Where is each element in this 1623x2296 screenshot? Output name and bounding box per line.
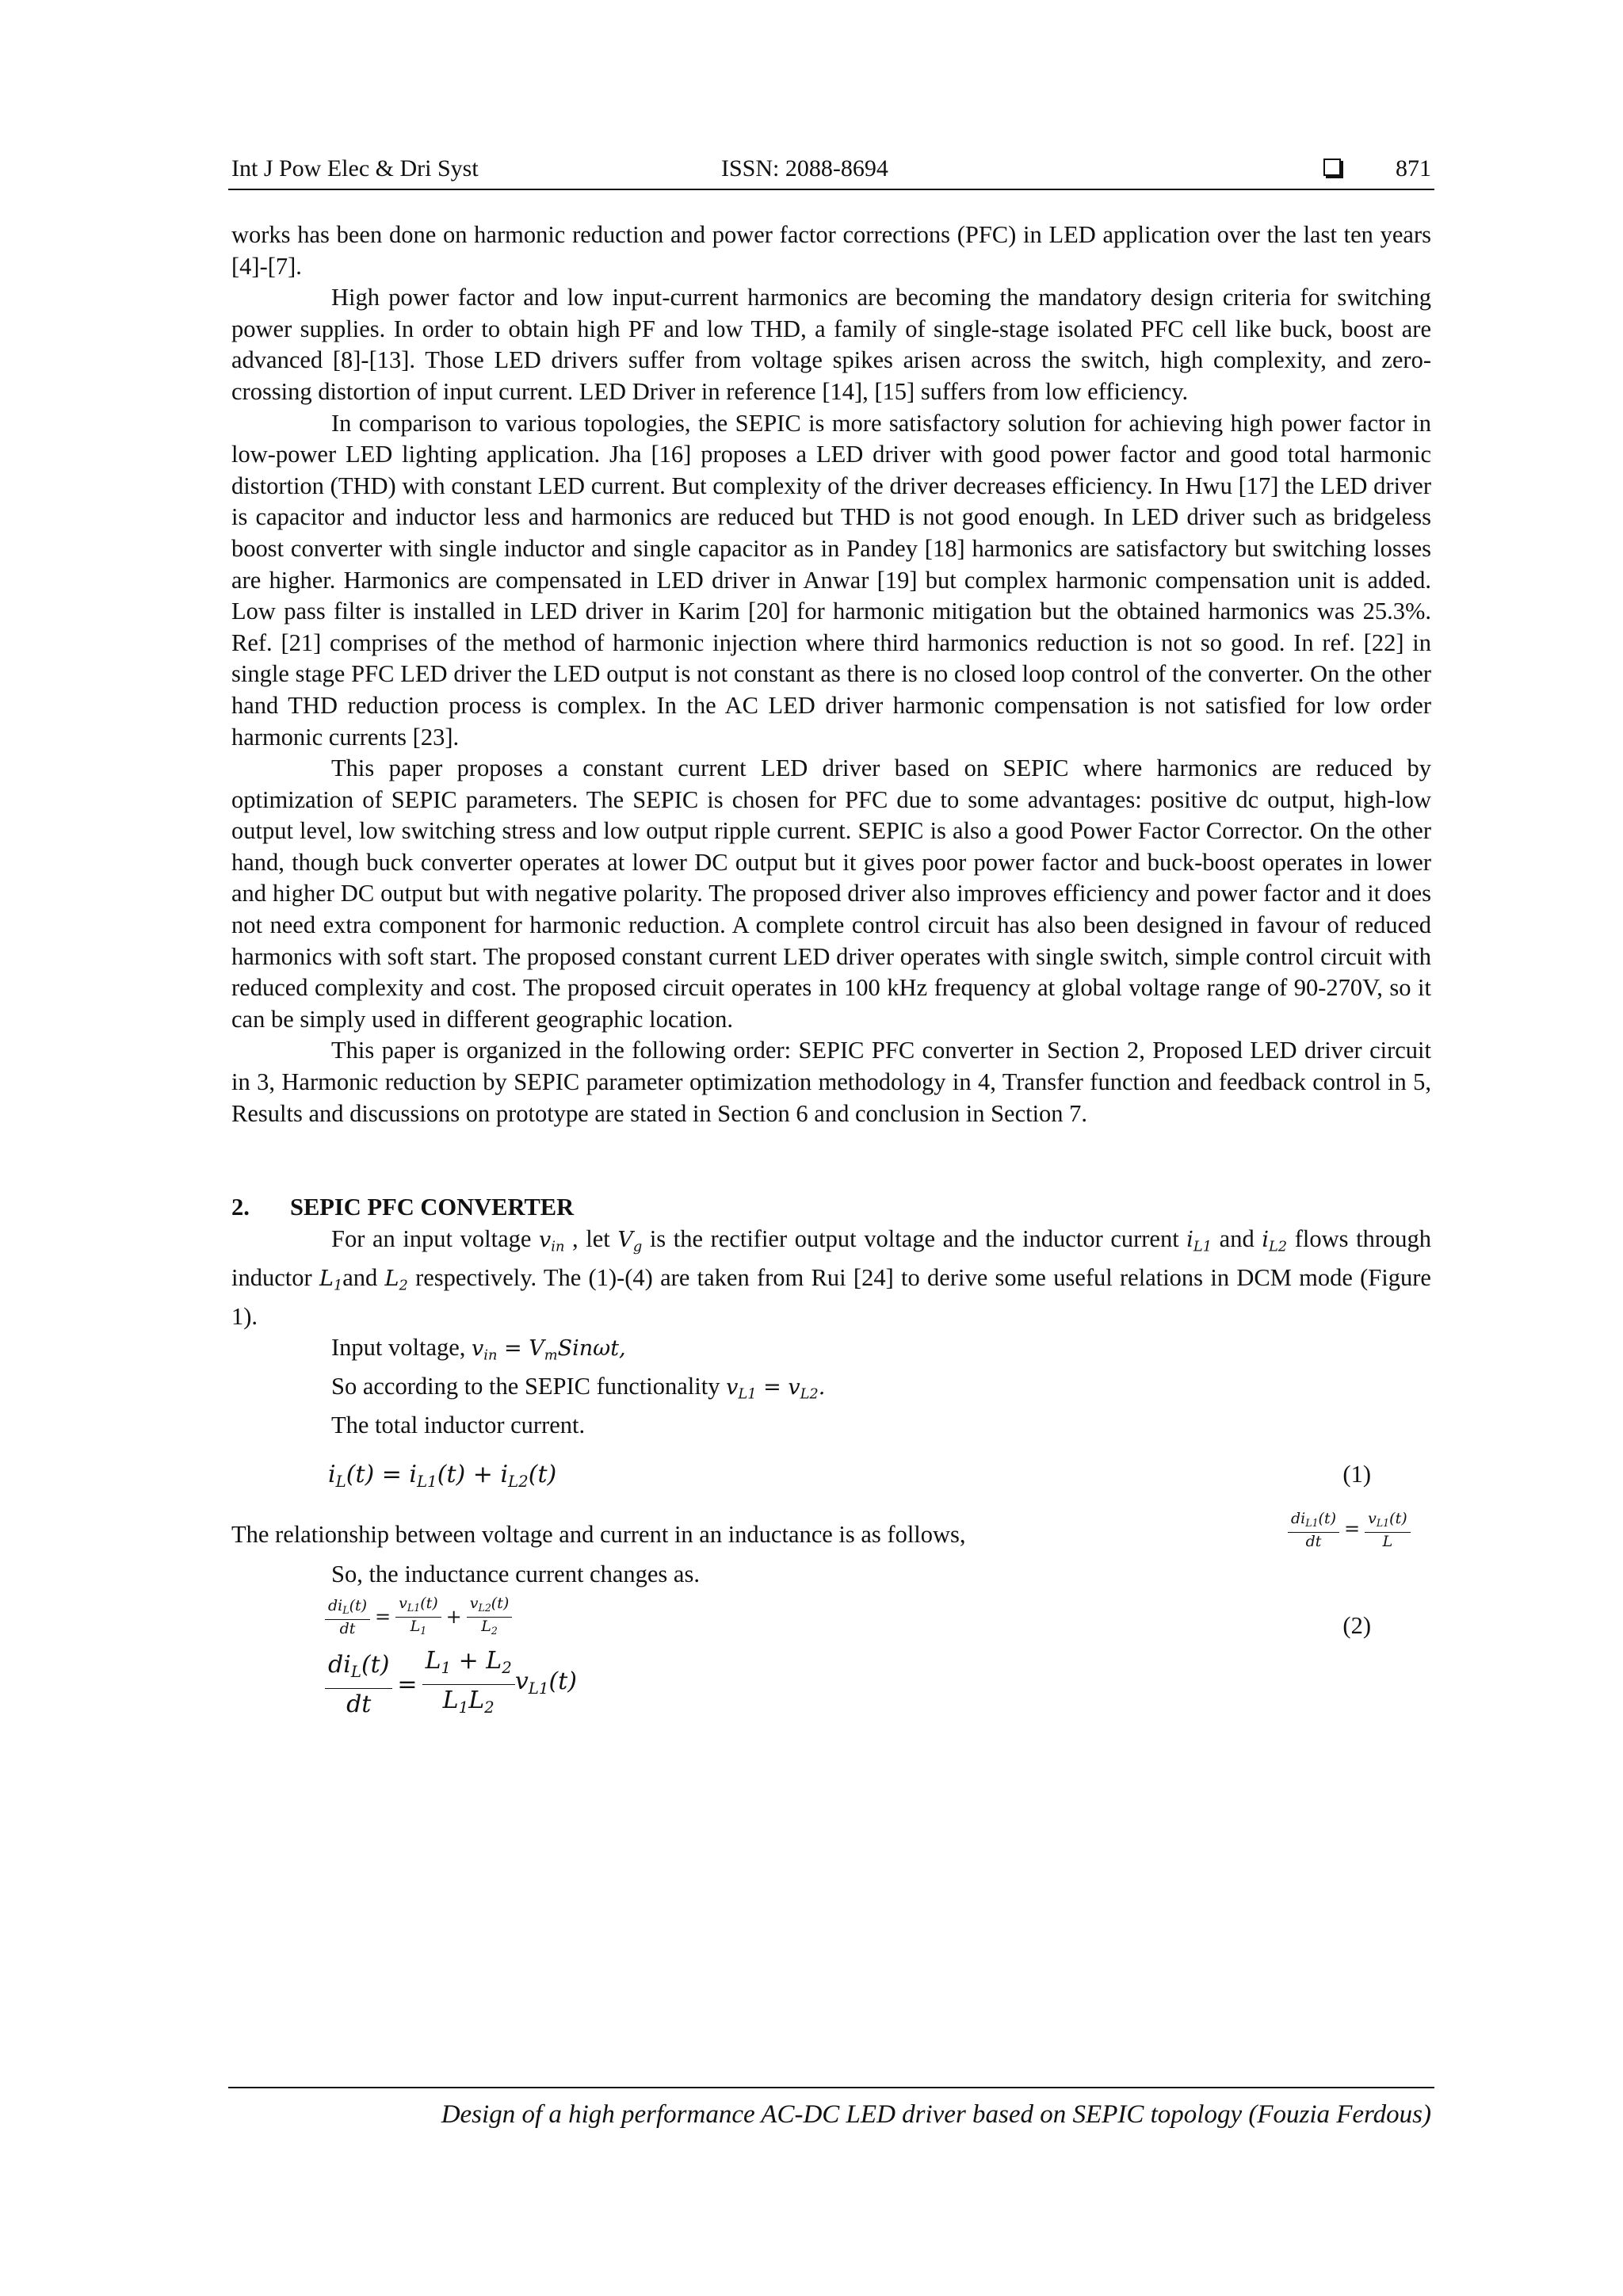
- math-l2: $L_2$: [384, 1266, 408, 1294]
- page-number: 871: [1396, 155, 1431, 181]
- math-i-l1: $i_{L1}$: [1186, 1227, 1212, 1255]
- section-title: SEPIC PFC CONVERTER: [290, 1194, 575, 1221]
- section-number: 2.: [231, 1194, 250, 1221]
- math-input-voltage: $v_{in} = V_mSin\omega t$,: [472, 1336, 626, 1364]
- equation-2-row-2: $\frac{di_L(t)}{dt}$ = $\frac{L_1 + L_2}{L_1L_2}$ $v_{L1}(t)$: [325, 1645, 577, 1724]
- paragraph: This paper is organized in the following order: SEPIC PFC converter in Section 2, Proposed LED driver circuit in 3, Harmonic reduction by SEPIC parameter optimization methodology in 4, Transfer function and feedback control in 5, Results and discussions on prototype are stated in Section 6 and conclusion in Section 7.: [231, 1037, 1431, 1127]
- equation-1-number: (1): [1342, 1460, 1371, 1488]
- journal-name: Int J Pow Elec & Dri Syst: [231, 155, 479, 181]
- checkbox-square-icon: [1323, 159, 1341, 176]
- paragraph: works has been done on harmonic reduction and power factor corrections (PFC) in LED application over the last ten years [4]-[7].: [231, 221, 1431, 280]
- running-footer: Design of a high performance AC-DC LED driver based on SEPIC topology (Fouzia Ferdous): [441, 2100, 1431, 2129]
- equation-1-formula: $i_L(t) = i_{L1}(t) + i_{L2}(t)$: [328, 1460, 557, 1491]
- math-v-in: $v_{in}$: [539, 1227, 565, 1255]
- math-i-l2: $i_{L2}$: [1262, 1227, 1288, 1255]
- total-current-line: The total inductor current.: [331, 1412, 586, 1439]
- relationship-line: The relationship between voltage and current in an inductance is as follows, $\frac{di_{L1}(t)}{dt}$ = $\frac{v_{L1}(t)}{L}$: [231, 1510, 1431, 1559]
- sepic-functionality-line: So according to the SEPIC functionality $v_{L1} = v_{L2}$.: [331, 1373, 826, 1403]
- math-l1: $L_1$: [319, 1266, 343, 1294]
- paragraph: This paper proposes a constant current LED driver based on SEPIC where harmonics are reduced by optimization of SEPIC parameters. The SEPIC is chosen for PFC due to some advantages: positive dc output, high-low output level, low switching stress and low output ripple current. SEPIC is also a good Power Factor Corrector. On the other hand, though buck converter operates at lower DC output but it gives poor power factor and buck-boost operates in lower and higher DC output but with negative polarity. The proposed driver also improves efficiency and power factor and it does not need extra component for harmonic reduction. A complete control circuit has also been designed in favour of reduced harmonics with soft start. The proposed constant current LED driver operates with single switch, simple control circuit with reduced complexity and cost. The proposed circuit operates in 100 kHz frequency at global voltage range of 90-270V, so it can be simply used in different geographic location.: [231, 755, 1431, 1033]
- section-intro: For an input voltage $v_{in}$ , let $V_g$ is the rectifier output voltage and the inductor current $i_{L1}$ and $i_{L2}$ flows through inductor $L_1and$ $L_2$ respectively. The (1)-(4) are taken from Rui [24] to derive some useful relations in DCM mode (Figure 1).: [231, 1224, 1431, 1330]
- math-inductor-relation: $\frac{di_{L1}(t)}{dt}$ = $\frac{v_{L1}(t)}{L}$: [1288, 1510, 1411, 1550]
- input-voltage-line: Input voltage, $v_{in} = V_mSin\omega t$,: [331, 1334, 626, 1364]
- main-text: [231, 220, 1431, 1733]
- paragraph: In comparison to various topologies, the SEPIC is more satisfactory solution for achieving high power factor in low-power LED lighting application. Jha [16] proposes a LED driver with good power factor and good total harmonic distortion (THD) with constant LED current. But complexity of the driver decreases efficiency. In Hwu [17] the LED driver is capacitor and inductor less and harmonics are reduced but THD is not good enough. In LED driver such as bridgeless boost converter with single inductor and single capacitor as in Pandey [18] harmonics are satisfactory but switching losses are higher. Harmonics are compensated in LED driver in Anwar [19] but complex harmonic compensation unit is added. Low pass filter is installed in LED driver in Karim [20] for harmonic mitigation but the obtained harmonics was 25.3%. Ref. [21] comprises of the method of harmonic injection where third harmonics reduction is not so good. In ref. [22] in single stage PFC LED driver the LED output is not constant as there is no closed loop control of the converter. On the other hand THD reduction process is complex. In the AC LED driver harmonic compensation is not satisfied for low order harmonic currents [23].: [231, 409, 1431, 751]
- equation-2-number: (2): [1342, 1612, 1371, 1640]
- equation-2-row-1: $\frac{di_L(t)}{dt}$ = $\frac{v_{L1}(t)}{L_1}$ + $\frac{v_{L2}(t)}{L_2}$: [325, 1595, 512, 1640]
- equation-2: [231, 1595, 1431, 1733]
- footer-divider: [228, 2087, 1434, 2088]
- issn: ISSN: 2088-8694: [721, 155, 888, 181]
- math-vl1-eq-vl2: $v_{L1} = v_{L2}$.: [726, 1375, 826, 1403]
- running-header: [231, 155, 1431, 190]
- header-divider: [228, 189, 1434, 190]
- section-heading: [231, 1192, 1431, 1224]
- math-v-g: $V_g$: [617, 1227, 643, 1255]
- equation-1: [231, 1442, 1431, 1510]
- inductance-change-line: So, the inductance current changes as.: [331, 1560, 700, 1587]
- spacer: [231, 1129, 1431, 1192]
- paragraph: High power factor and low input-current harmonics are becoming the mandatory design criteria for switching power supplies. In order to obtain high PF and low THD, a family of single-stage isolated PFC cell like buck, boost are advanced [8]-[13]. Those LED drivers suffer from voltage spikes arisen across the switch, high complexity, and zero-crossing distortion of input current. LED Driver in reference [14], [15] suffers from low efficiency.: [231, 284, 1431, 405]
